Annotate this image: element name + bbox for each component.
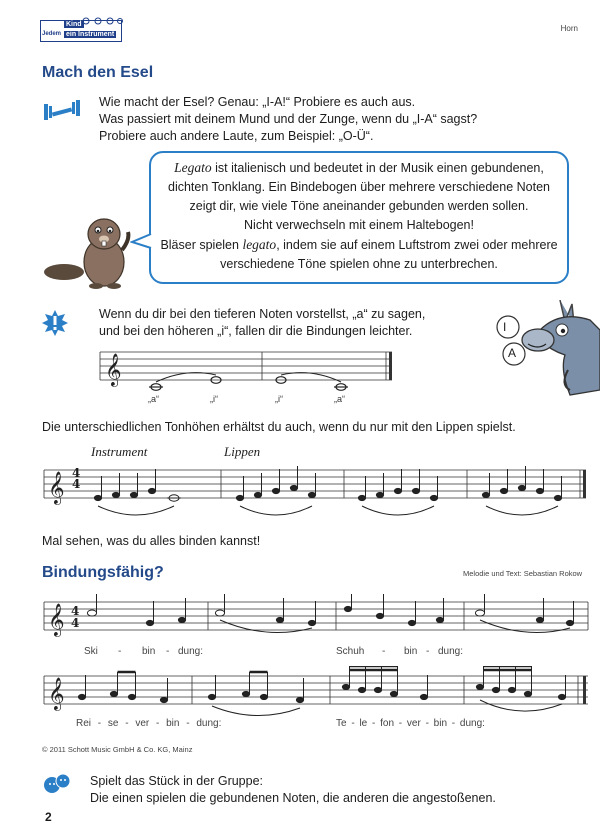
label-instrument: Instrument [91,444,148,459]
staff1-notes [149,377,348,391]
intro-line-3: Probiere auch andere Laute, zum Beispiel: „O-Ü“. [99,129,374,143]
legato-term-2: legato [242,237,277,252]
info-line-5-pre: Bläser spielen [160,238,243,252]
copyright: © 2011 Schott Music GmbH & Co. KG, Mainz [42,745,193,754]
info-line-4: Nicht verwechseln mit einem Haltebogen! [244,218,474,232]
lyric-hyphen-2: - [166,646,170,657]
tip-exclamation-icon [42,310,68,336]
info-line-2: dichten Tonklang. Ein Bindebogen über mehrere verschiedene Noten [168,180,550,194]
bubble-i: I [503,320,507,334]
beaver-illustration [42,210,137,290]
logo-text-kind: Kind [66,21,82,28]
label-lippen: Lippen [224,444,261,459]
staff-vowels [96,342,396,402]
staff-song-1 [40,594,592,646]
instrument-label: Horn [560,24,578,33]
exercise-dumbbell-icon [42,100,82,124]
time-sig-song: 4 [71,604,80,618]
logo-text-instrument: ein Instrument [66,31,115,38]
time-sig-bottom: 4 [72,477,81,491]
page-number: 2 [45,810,52,824]
group-kids-icon [42,770,72,798]
lyric-hyphen-4: - [426,646,430,657]
intro-line-2: Was passiert mit deinem Mund und der Zunge, wenn du „I-A“ sagst? [99,112,478,126]
legato-info-box [149,151,569,284]
info-box-tail [130,232,152,250]
logo-text-jedem: Jedem [42,31,62,37]
staff-song-2 [40,666,592,722]
section-title-esel: Mach den Esel [42,64,154,81]
group-line-2: Die einen spielen die gebundenen Noten, die anderen die angestoßenen. [90,791,496,805]
vowel-label-4: „a“ [334,394,345,404]
lyric-dung-1: dung: [178,646,204,657]
staff-lips [40,462,590,532]
treble-clef-4: 𝄞 [48,677,65,710]
lips-instruction: Die unterschiedlichen Tonhöhen erhältst du auch, wenn du nur mit den Lippen spielst. [42,420,516,434]
donkey-speech-bubbles [494,314,530,370]
info-line-3: zeigt dir, wie viele Töne aneinander gebunden werden sollen. [189,199,529,213]
lyric-hyphen-3: - [382,646,386,657]
time-sig-top: 4 [72,466,81,480]
credit-text: Melodie und Text: Sebastian Rokow [463,569,583,578]
lyric-schuh: Schuh [336,646,365,657]
bubble-a: A [508,346,517,360]
tip-line-1: Wenn du dir bei den tieferen Noten vorstellst, „a“ zu sagen, [99,307,426,321]
intro-line-1: Wie macht der Esel? Genau: „I-A!“ Probiere es auch aus. [99,95,416,109]
closing-line: Mal sehen, was du alles binden kannst! [42,534,261,548]
lyric-dung-2: dung: [438,646,464,657]
lyric-hyphen-1: - [118,646,122,657]
kids-icon [80,16,124,28]
treble-clef-3: 𝄞 [48,603,65,636]
lyric-reiseverbindung: Rei - se - ver - bin - dung: [76,718,222,729]
info-line-6: verschiedene Töne spielen ohne zu unterbrechen. [220,257,498,271]
vowel-label-2: „i“ [210,394,218,404]
vowel-label-3: „i“ [275,394,283,404]
vowel-label-1: „a“ [148,394,159,404]
tip-line-2: und bei den höheren „i“, fallen dir die Bindungen leichter. [99,324,413,338]
time-signature [72,468,80,490]
section-title-bindungsfaehig: Bindungsfähig? [42,564,164,581]
info-line-1: ist italienisch und bedeutet in der Musik einen gebundenen, [211,161,544,175]
group-line-1: Spielt das Stück in der Gruppe: [90,774,264,788]
treble-clef-2: 𝄞 [48,471,65,504]
time-sig-song-bottom: 4 [71,616,80,630]
lyric-bin-2: bin [404,646,418,657]
info-line-5-post: , indem sie auf einem Luftstrom zwei oder mehrere [276,238,558,252]
treble-clef: 𝄞 [105,353,122,386]
legato-term: Legato [174,160,212,175]
lyric-bin-1: bin [142,646,156,657]
lyric-ski: Ski [84,646,98,657]
lyric-telefonverbindung: Te - le - fon - ver - bin - dung: [336,718,485,729]
